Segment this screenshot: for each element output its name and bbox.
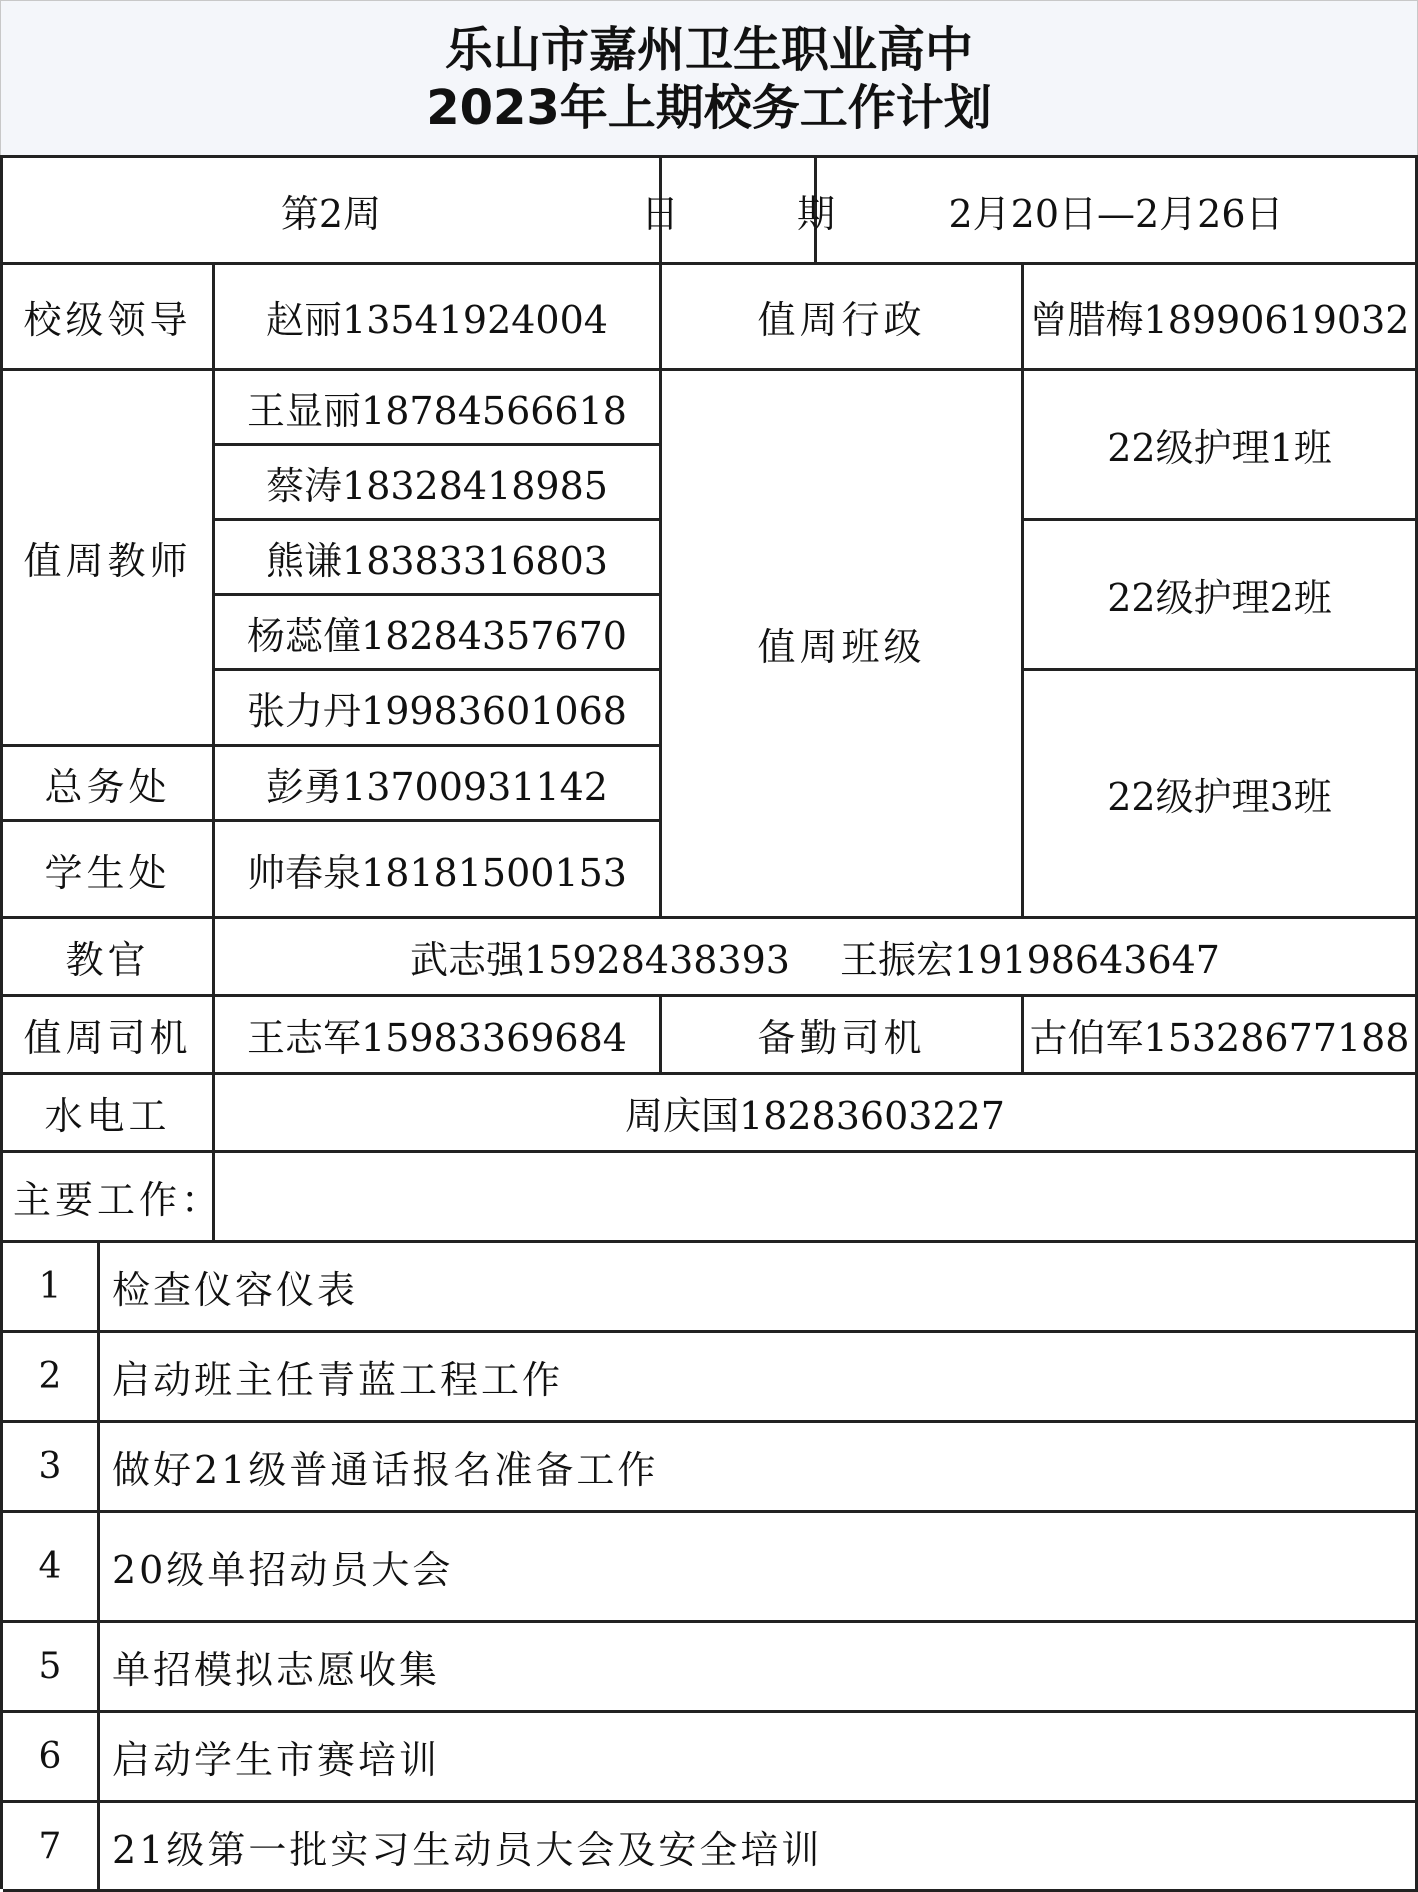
duty-admin-label: 值周行政: [662, 265, 1024, 371]
duty-classes-label: 值周班级: [662, 371, 1024, 919]
instructors-label: 教官: [3, 919, 215, 997]
week-label: 第2周: [3, 158, 662, 265]
duty-class-1: 22级护理1班: [1024, 371, 1418, 521]
duty-teachers-label: 值周教师: [3, 371, 215, 747]
title-line-1: 乐山市嘉州卫生职业高中: [444, 21, 973, 78]
student-affairs-label: 学生处: [3, 822, 215, 919]
duty-teacher-5: 张力丹19983601068: [215, 671, 662, 747]
date-label: 日 期: [662, 158, 817, 265]
work-item-2-no: 2: [3, 1333, 100, 1423]
electrician-label: 水电工: [3, 1075, 215, 1153]
main-work-blank: [215, 1153, 1418, 1243]
general-affairs-label: 总务处: [3, 747, 215, 822]
work-item-1-text: 检查仪容仪表: [100, 1243, 1418, 1333]
backup-driver-label: 备勤司机: [662, 997, 1024, 1075]
electrician-value: 周庆国18283603227: [215, 1075, 1418, 1153]
work-item-5-text: 单招模拟志愿收集: [100, 1623, 1418, 1713]
schedule-table: [0, 155, 1418, 1889]
work-item-1-no: 1: [3, 1243, 100, 1333]
school-leader-label: 校级领导: [3, 265, 215, 371]
duty-teacher-1: 王显丽18784566618: [215, 371, 662, 446]
page-title: [0, 0, 1418, 157]
instructors-value: 武志强15928438393 王振宏19198643647: [215, 919, 1418, 997]
general-affairs-person: 彭勇13700931142: [215, 747, 662, 822]
duty-teacher-4: 杨蕊僮18284357670: [215, 596, 662, 671]
work-item-6-text: 启动学生市赛培训: [100, 1713, 1418, 1803]
main-work-label: 主要工作：: [3, 1153, 215, 1243]
work-item-6-no: 6: [3, 1713, 100, 1803]
work-item-2-text: 启动班主任青蓝工程工作: [100, 1333, 1418, 1423]
duty-teacher-2: 蔡涛18328418985: [215, 446, 662, 521]
work-item-4-no: 4: [3, 1513, 100, 1623]
work-item-7-text: 21级第一批实习生动员大会及安全培训: [100, 1803, 1418, 1892]
student-affairs-person: 帅春泉18181500153: [215, 822, 662, 919]
backup-driver-value: 古伯军15328677188: [1024, 997, 1418, 1075]
work-item-3-no: 3: [3, 1423, 100, 1513]
date-value: 2月20日—2月26日: [817, 158, 1418, 265]
school-leader-value: 赵丽13541924004: [215, 265, 662, 371]
duty-class-2: 22级护理2班: [1024, 521, 1418, 671]
duty-driver-value: 王志军15983369684: [215, 997, 662, 1075]
duty-class-3: 22级护理3班: [1024, 671, 1418, 919]
work-item-4-text: 20级单招动员大会: [100, 1513, 1418, 1623]
work-item-3-text: 做好21级普通话报名准备工作: [100, 1423, 1418, 1513]
duty-driver-label: 值周司机: [3, 997, 215, 1075]
work-item-7-no: 7: [3, 1803, 100, 1892]
title-line-2: 2023年上期校务工作计划: [426, 79, 992, 136]
duty-admin-value: 曾腊梅18990619032: [1024, 265, 1418, 371]
duty-teacher-3: 熊谦18383316803: [215, 521, 662, 596]
work-item-5-no: 5: [3, 1623, 100, 1713]
